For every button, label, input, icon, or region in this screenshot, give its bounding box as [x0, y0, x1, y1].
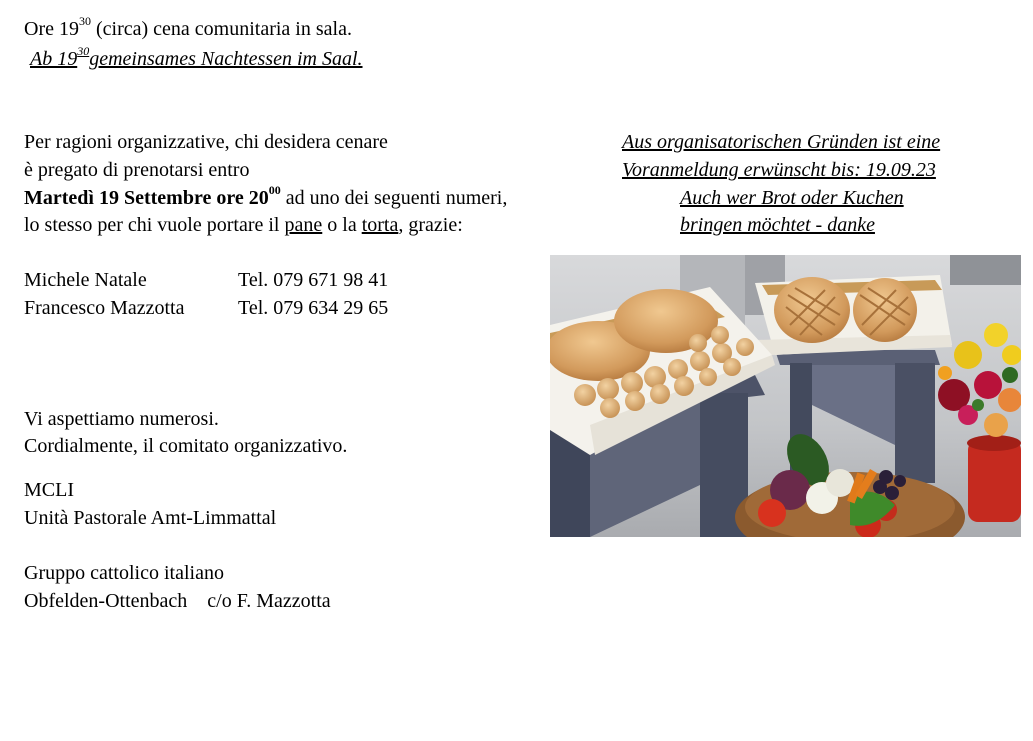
org-name: MCLI: [24, 479, 74, 501]
contact-name-1: Michele Natale: [24, 269, 147, 291]
group-line-1: Gruppo cattolico italiano: [24, 562, 224, 584]
header-text: (circa) cena comunitaria in sala.: [90, 18, 352, 40]
deadline-bold: Martedì 19 Settembre ore 20: [24, 187, 269, 209]
header-de-time-sup: 30: [77, 44, 90, 59]
line4-text-c: , grazie:: [398, 214, 463, 236]
header-de-time-prefix: Ab 19: [30, 48, 78, 70]
italian-line-2: è pregato di prenotarsi entro: [24, 159, 250, 181]
german-line-1: Aus organisatorischen Gründen ist eine: [622, 131, 941, 153]
contact-name-2: Francesco Mazzotta: [24, 297, 185, 319]
bread-vegetables-flowers-photo: [550, 255, 1021, 537]
italian-line-1: Per ragioni organizzative, chi desidera cenare: [24, 131, 388, 153]
header-time-sup: 30: [78, 14, 91, 29]
header-time-prefix: Ore 19: [24, 18, 79, 40]
group-line-2: [24, 588, 331, 615]
italian-line-3: [24, 185, 507, 212]
deadline-rest: ad uno dei seguenti numeri,: [280, 187, 508, 209]
closing-line-2: Cordialmente, il comitato organizzativo.: [24, 435, 348, 457]
group-care-of: c/o F. Mazzotta: [207, 590, 331, 612]
line4-text-b: o la: [322, 214, 362, 236]
contact-tel-1: Tel. 079 671 98 41: [238, 269, 389, 291]
photo-illustration: [550, 255, 1021, 537]
deadline-sup: 00: [268, 183, 281, 198]
closing-line-1: Vi aspettiamo numerosi.: [24, 408, 219, 430]
line4-pane: pane: [284, 214, 323, 236]
line4-text-a: lo stesso per chi vuole portare il: [24, 214, 285, 236]
header-de-text: gemeinsames Nachtessen im Saal.: [89, 48, 363, 70]
header-line-italian: [24, 16, 352, 43]
german-line-3: Auch wer Brot oder Kuchen: [680, 187, 904, 209]
group-location: Obfelden-Ottenbach: [24, 590, 188, 612]
german-line-2: Voranmeldung erwünscht bis: 19.09.23: [622, 159, 936, 181]
italian-line-4: [24, 212, 463, 239]
german-line-4: bringen möchtet - danke: [680, 214, 875, 236]
org-unit: Unità Pastorale Amt-Limmattal: [24, 507, 277, 529]
contact-tel-2: Tel. 079 634 29 65: [238, 297, 389, 319]
line4-torta: torta: [361, 214, 399, 236]
header-line-german: [30, 46, 363, 73]
